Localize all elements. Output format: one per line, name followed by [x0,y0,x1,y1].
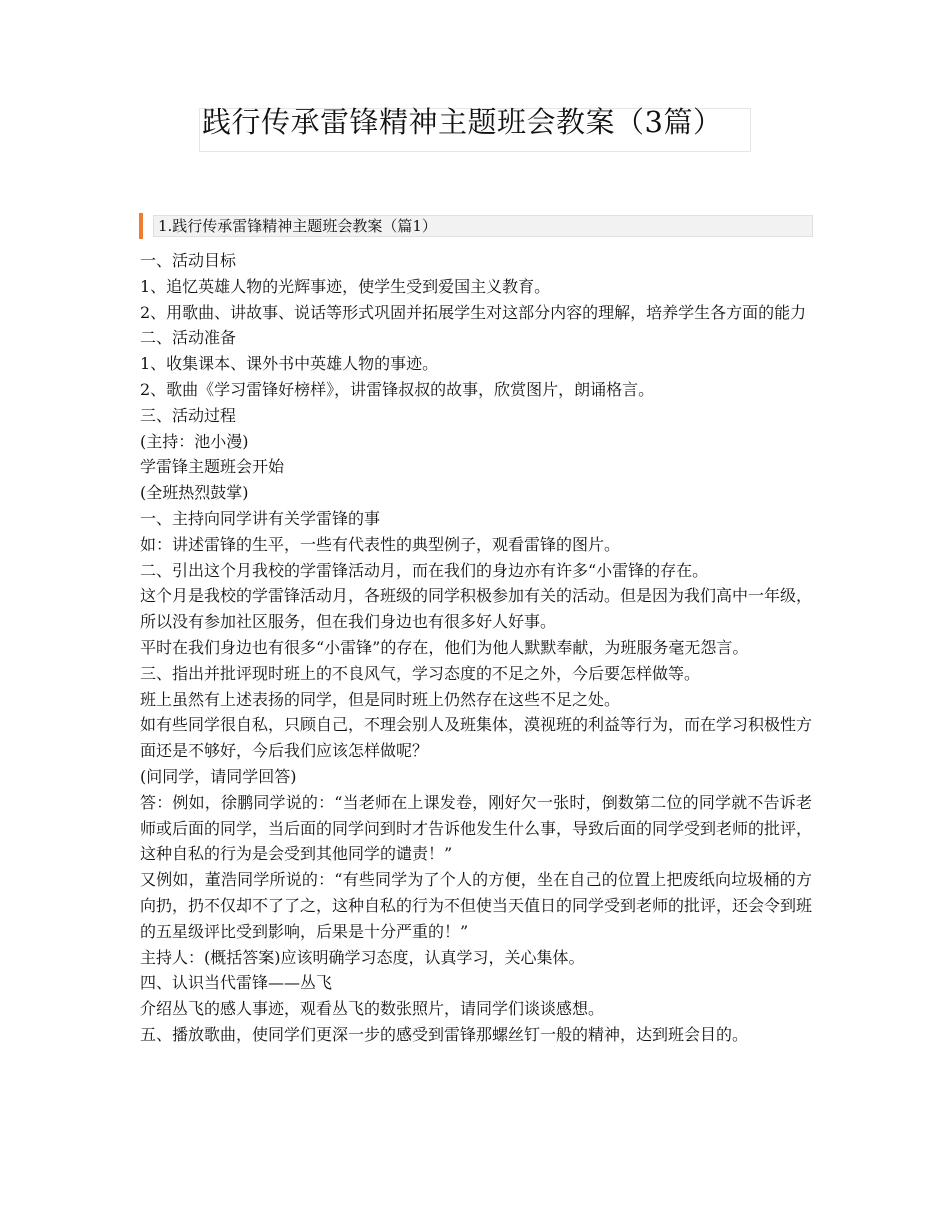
paragraph: 1、追忆英雄人物的光辉事迹，使学生受到爱国主义教育。 [140,276,551,296]
paragraph: 五、播放歌曲，使同学们更深一步的感受到雷锋那螺丝钉一般的精神，达到班会目的。 [140,1024,749,1044]
paragraph: 三、活动过程 [140,405,237,425]
paragraph: 学雷锋主题班会开始 [140,457,285,477]
paragraph: 如：讲述雷锋的生平，一些有代表性的典型例子，观看雷锋的图片。 [140,534,621,554]
paragraph: 介绍丛飞的感人事迹，观看丛飞的数张照片，请同学们谈谈感想。 [140,999,605,1019]
paragraph: 1、收集课本、课外书中英雄人物的事迹。 [140,354,439,374]
document-body [140,248,812,1048]
paragraph: 答：例如，徐鹏同学说的：“当老师在上课发卷，刚好欠一张时，倒数第二位的同学就不告诉老师或后面的同学，当后面的同学问到时才告诉他发生什么事，导致后面的同学受到老师的批评，这种自私的行为是会受到其他同学的谴责！” [140,792,813,864]
document-title-box [199,105,751,152]
paragraph: 二、引出这个月我校的学雷锋活动月，而在我们的身边亦有许多“小雷锋的存在。 [140,560,709,580]
paragraph: 一、活动目标 [140,251,237,270]
paragraph: 这个月是我校的学雷锋活动月，各班级的同学积极参加有关的活动。但是因为我们高中一年级，所以没有参加社区服务，但在我们身边也有很多好人好事。 [140,586,813,632]
paragraph: 平时在我们身边也有很多“小雷锋”的存在，他们为他人默默奉献，为班服务毫无怨言。 [140,637,749,657]
paragraph: (全班热烈鼓掌) [140,483,249,503]
section-accent-bar [139,213,143,239]
paragraph: 一、主持向同学讲有关学雷锋的事 [140,508,381,528]
paragraph: 二、活动准备 [140,328,237,348]
paragraph: 2、用歌曲、讲故事、说话等形式巩固并拓展学生对这部分内容的理解，培养学生各方面的能力 [140,302,807,322]
paragraph: (主持：池小漫) [140,431,249,451]
paragraph: 2、歌曲《学习雷锋好榜样》，讲雷锋叔叔的故事，欣赏图片，朗诵格言。 [140,379,655,399]
paragraph: 如有些同学很自私，只顾自己，不理会别人及班集体，漠视班的利益等行为，而在学习积极性方面还是不够好，今后我们应该怎样做呢？ [140,715,813,761]
paragraph: 又例如，董浩同学所说的：“有些同学为了个人的方便，坐在自己的位置上把废纸向垃圾桶的方向扔，扔不仅却不了了之，这种自私的行为不但使当天值日的同学受到老师的批评，还会令到班的五星级评比受到影响，后果是十分严重的！” [140,870,813,941]
paragraph: 四、认识当代雷锋——丛飞 [140,973,333,993]
section-heading [139,213,813,239]
paragraph: 三、指出并批评现时班上的不良风气，学习态度的不足之外，今后要怎样做等。 [140,663,701,683]
document-title: 践行传承雷锋精神主题班会教案（3篇） [202,105,723,139]
paragraph: 主持人：(概括答案)应该明确学习态度，认真学习，关心集体。 [140,947,585,967]
section-heading-label: 1.践行传承雷锋精神主题班会教案（篇1） [153,215,813,237]
paragraph: (问同学，请同学回答) [140,766,297,786]
paragraph: 班上虽然有上述表扬的同学，但是同时班上仍然存在这些不足之处。 [140,689,621,709]
